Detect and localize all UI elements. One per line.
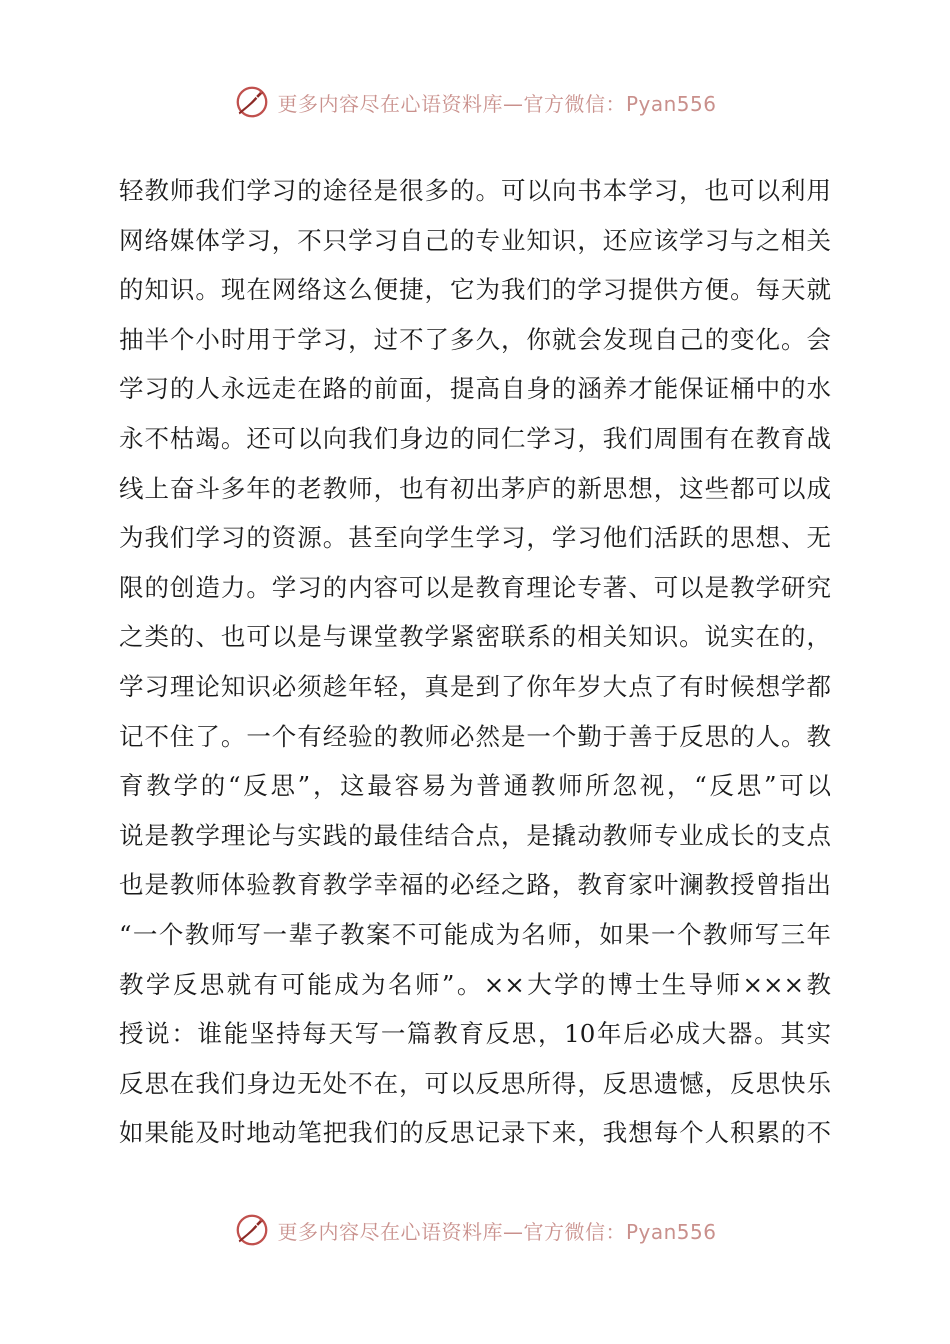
body-line: 也是教师体验教育教学幸福的必经之路，教育家叶澜教授曾指出 — [119, 870, 831, 900]
pen-nib-logo-icon — [233, 1211, 271, 1249]
body-line: “一个教师写一辈子教案不可能成为名师，如果一个教师写三年 — [119, 919, 831, 949]
document-body — [119, 166, 831, 1158]
footer-banner-text: 更多内容尽在心语资料库—官方微信：Pyan556 — [277, 1219, 717, 1244]
body-line: 限的创造力。学习的内容可以是教育理论专著、可以是教学研究 — [119, 572, 831, 602]
body-line: 说是教学理论与实践的最佳结合点，是撬动教师专业成长的支点 — [119, 820, 831, 850]
body-line: 如果能及时地动笔把我们的反思记录下来，我想每个人积累的不 — [119, 1118, 831, 1148]
body-line: 学习理论知识必须趁年轻，真是到了你年岁大点了有时候想学都 — [119, 671, 831, 701]
body-line: 的知识。现在网络这么便捷，它为我们的学习提供方便。每天就 — [119, 275, 831, 305]
body-line: 记不住了。一个有经验的教师必然是一个勤于善于反思的人。教 — [119, 721, 831, 751]
body-line: 为我们学习的资源。甚至向学生学习，学习他们活跃的思想、无 — [119, 523, 831, 553]
body-line: 之类的、也可以是与课堂教学紧密联系的相关知识。说实在的， — [119, 622, 831, 652]
header-banner — [0, 80, 950, 124]
body-line: 授说：谁能坚持每天写一篇教育反思，10年后必成大器。其实 — [119, 1019, 831, 1049]
body-line: 线上奋斗多年的老教师，也有初出茅庐的新思想，这些都可以成 — [119, 473, 831, 503]
body-line: 网络媒体学习，不只学习自己的专业知识，还应该学习与之相关 — [119, 225, 831, 255]
body-line: 抽半个小时用于学习，过不了多久，你就会发现自己的变化。会 — [119, 324, 831, 354]
body-line: 永不枯竭。还可以向我们身边的同仁学习，我们周围有在教育战 — [119, 423, 831, 453]
body-line: 反思在我们身边无处不在，可以反思所得，反思遗憾，反思快乐 — [119, 1068, 831, 1098]
footer-banner — [0, 1208, 950, 1252]
body-line: 学习的人永远走在路的前面，提高自身的涵养才能保证桶中的水 — [119, 374, 831, 404]
body-line: 育教学的“反思”，这最容易为普通教师所忽视，“反思”可以 — [119, 771, 831, 801]
body-line: 轻教师我们学习的途径是很多的。可以向书本学习，也可以利用 — [119, 176, 831, 205]
pen-nib-logo-icon — [233, 83, 271, 121]
body-line: 教学反思就有可能成为名师”。××大学的博士生导师×××教 — [119, 969, 831, 999]
header-banner-text: 更多内容尽在心语资料库—官方微信：Pyan556 — [277, 91, 717, 116]
